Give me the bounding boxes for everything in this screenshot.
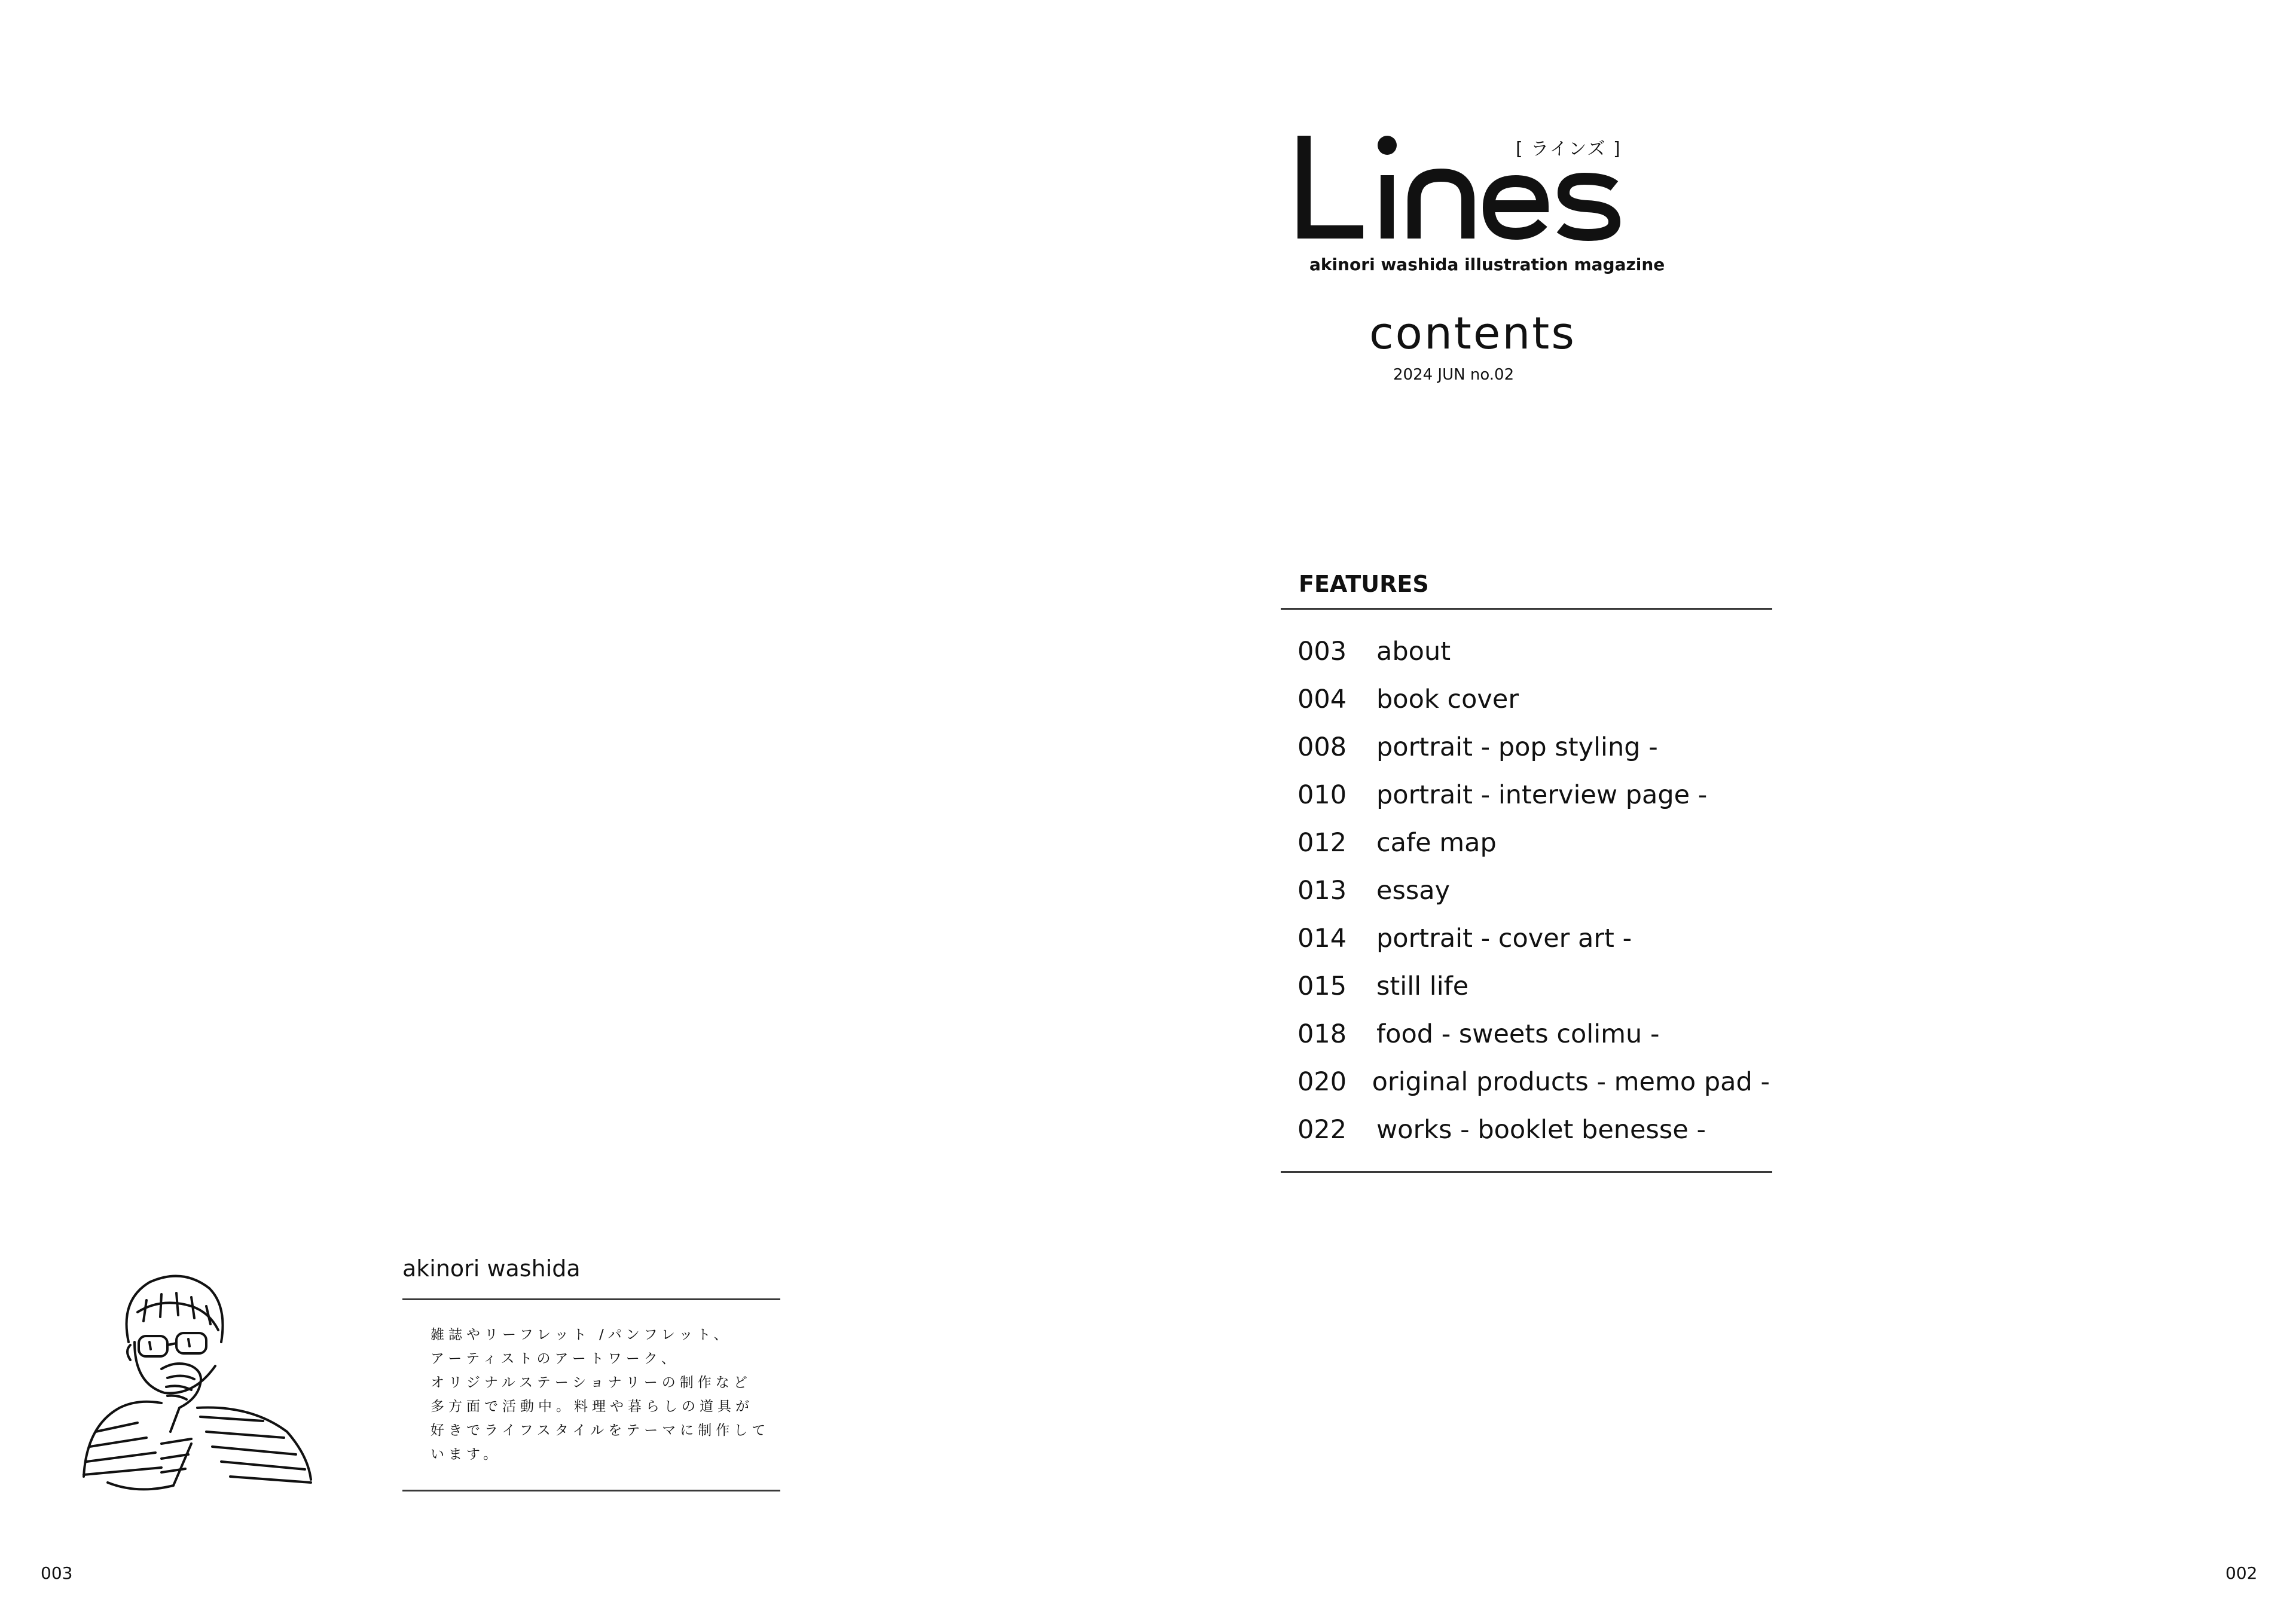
bio-line: 雑誌やリーフレット /パンフレット、 bbox=[430, 1327, 732, 1343]
toc-title: portrait - pop styling - bbox=[1376, 732, 1658, 762]
toc-page-number: 014 bbox=[1297, 924, 1347, 953]
toc-page-number: 010 bbox=[1297, 780, 1347, 810]
toc-title: original products - memo pad - bbox=[1372, 1067, 1770, 1097]
toc-item[interactable] bbox=[1297, 723, 1770, 771]
issue-label: 2024 JUN no.02 bbox=[1393, 366, 1515, 384]
toc-page-number: 022 bbox=[1297, 1115, 1347, 1145]
author-top-rule bbox=[402, 1298, 780, 1300]
toc-item[interactable] bbox=[1297, 915, 1770, 962]
author-bottom-rule bbox=[402, 1490, 780, 1491]
toc-item[interactable] bbox=[1297, 676, 1770, 723]
page-number-right: 002 bbox=[2225, 1563, 2258, 1583]
toc-page-number: 003 bbox=[1297, 637, 1347, 667]
logo-kana: [ ラインズ ] bbox=[1516, 139, 1622, 160]
toc-title: essay bbox=[1376, 876, 1451, 906]
bio-line: 多方面で活動中。料理や暮らしの道具が bbox=[430, 1399, 753, 1414]
toc-item[interactable] bbox=[1297, 962, 1770, 1010]
toc-title: portrait - interview page - bbox=[1376, 780, 1708, 810]
toc-title: about bbox=[1376, 637, 1451, 667]
toc-title: works - booklet benesse - bbox=[1376, 1115, 1706, 1145]
toc-title: book cover bbox=[1376, 684, 1519, 714]
toc-item[interactable] bbox=[1297, 867, 1770, 915]
toc-page-number: 008 bbox=[1297, 732, 1347, 762]
page-number-left: 003 bbox=[41, 1563, 73, 1583]
toc-item[interactable] bbox=[1297, 1010, 1770, 1058]
toc-page-number: 015 bbox=[1297, 971, 1347, 1001]
tagline: akinori washida illustration magazine bbox=[1309, 255, 1665, 274]
toc-item[interactable] bbox=[1297, 628, 1770, 676]
toc-item[interactable] bbox=[1297, 771, 1770, 819]
features-bottom-rule bbox=[1281, 1171, 1772, 1173]
bio-line: 好きでライフスタイルをテーマに制作して bbox=[430, 1423, 770, 1438]
toc-item[interactable] bbox=[1297, 819, 1770, 867]
portrait-illustration bbox=[72, 1264, 323, 1497]
bio-line: アーティストのアートワーク、 bbox=[430, 1351, 679, 1367]
toc-list bbox=[1297, 628, 1770, 1154]
toc-title: portrait - cover art - bbox=[1376, 924, 1632, 953]
author-bio bbox=[430, 1323, 770, 1466]
bio-line: オリジナルステーショナリーの制作など bbox=[430, 1375, 752, 1390]
author-name: akinori washida bbox=[402, 1255, 581, 1282]
toc-page-number: 018 bbox=[1297, 1019, 1347, 1049]
toc-title: food - sweets colimu - bbox=[1376, 1019, 1660, 1049]
toc-page-number: 012 bbox=[1297, 828, 1347, 858]
toc-page-number: 004 bbox=[1297, 684, 1347, 714]
toc-item[interactable] bbox=[1297, 1058, 1770, 1106]
contents-title: contents bbox=[1369, 308, 1576, 359]
toc-item[interactable] bbox=[1297, 1106, 1770, 1154]
toc-page-number: 020 bbox=[1297, 1067, 1347, 1097]
features-heading: FEATURES bbox=[1299, 571, 1429, 597]
features-top-rule bbox=[1281, 608, 1772, 610]
toc-title: still life bbox=[1376, 971, 1469, 1001]
toc-title: cafe map bbox=[1376, 828, 1497, 858]
toc-page-number: 013 bbox=[1297, 876, 1347, 906]
bio-line: います。 bbox=[430, 1447, 502, 1462]
